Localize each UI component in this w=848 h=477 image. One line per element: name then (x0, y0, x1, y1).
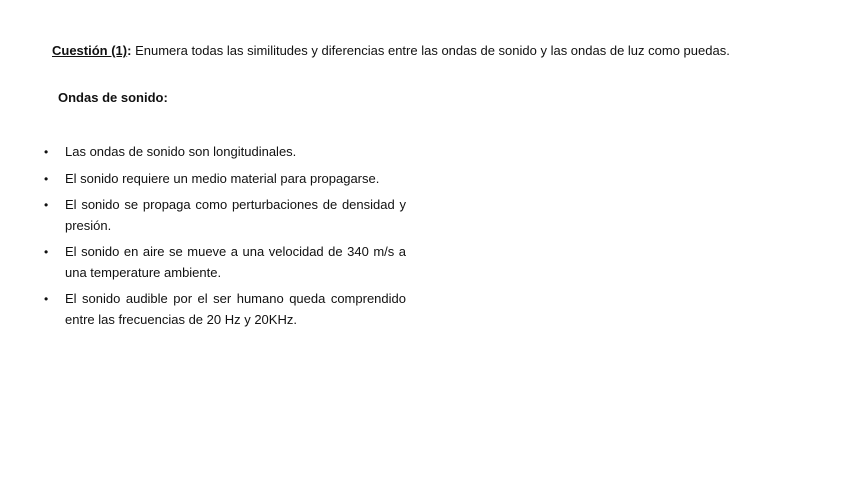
question-label: Cuestión (1) (52, 43, 128, 58)
list-item (38, 242, 406, 283)
bullet-list (38, 142, 406, 336)
list-item-text: El sonido en aire se mueve a una velocidad de 340 m/s a una temperature ambiente. (65, 244, 406, 280)
question-text: Enumera todas las similitudes y diferencias entre las ondas de sonido y las ondas de luz como puedas. (131, 43, 730, 58)
bullet-marker: • (44, 198, 49, 212)
list-item-text: Las ondas de sonido son longitudinales. (65, 144, 297, 159)
list-item-text: El sonido audible por el ser humano queda comprendido entre las frecuencias de 20 Hz y 20KHz. (65, 291, 406, 327)
question-colon: : (127, 43, 132, 58)
list-item (38, 169, 406, 190)
bullet-marker: • (44, 292, 49, 306)
list-item (38, 289, 406, 330)
list-item (38, 195, 406, 236)
list-item-text: El sonido requiere un medio material para propagarse. (65, 170, 380, 186)
list-item (38, 142, 406, 163)
bullet-marker: • (44, 145, 49, 159)
bullet-marker: • (44, 245, 49, 259)
bullet-marker: • (44, 171, 49, 186)
question-heading (52, 42, 730, 59)
list-item-text: El sonido se propaga como perturbaciones de densidad y presión. (65, 197, 406, 233)
section-title: Ondas de sonido: (58, 90, 168, 105)
